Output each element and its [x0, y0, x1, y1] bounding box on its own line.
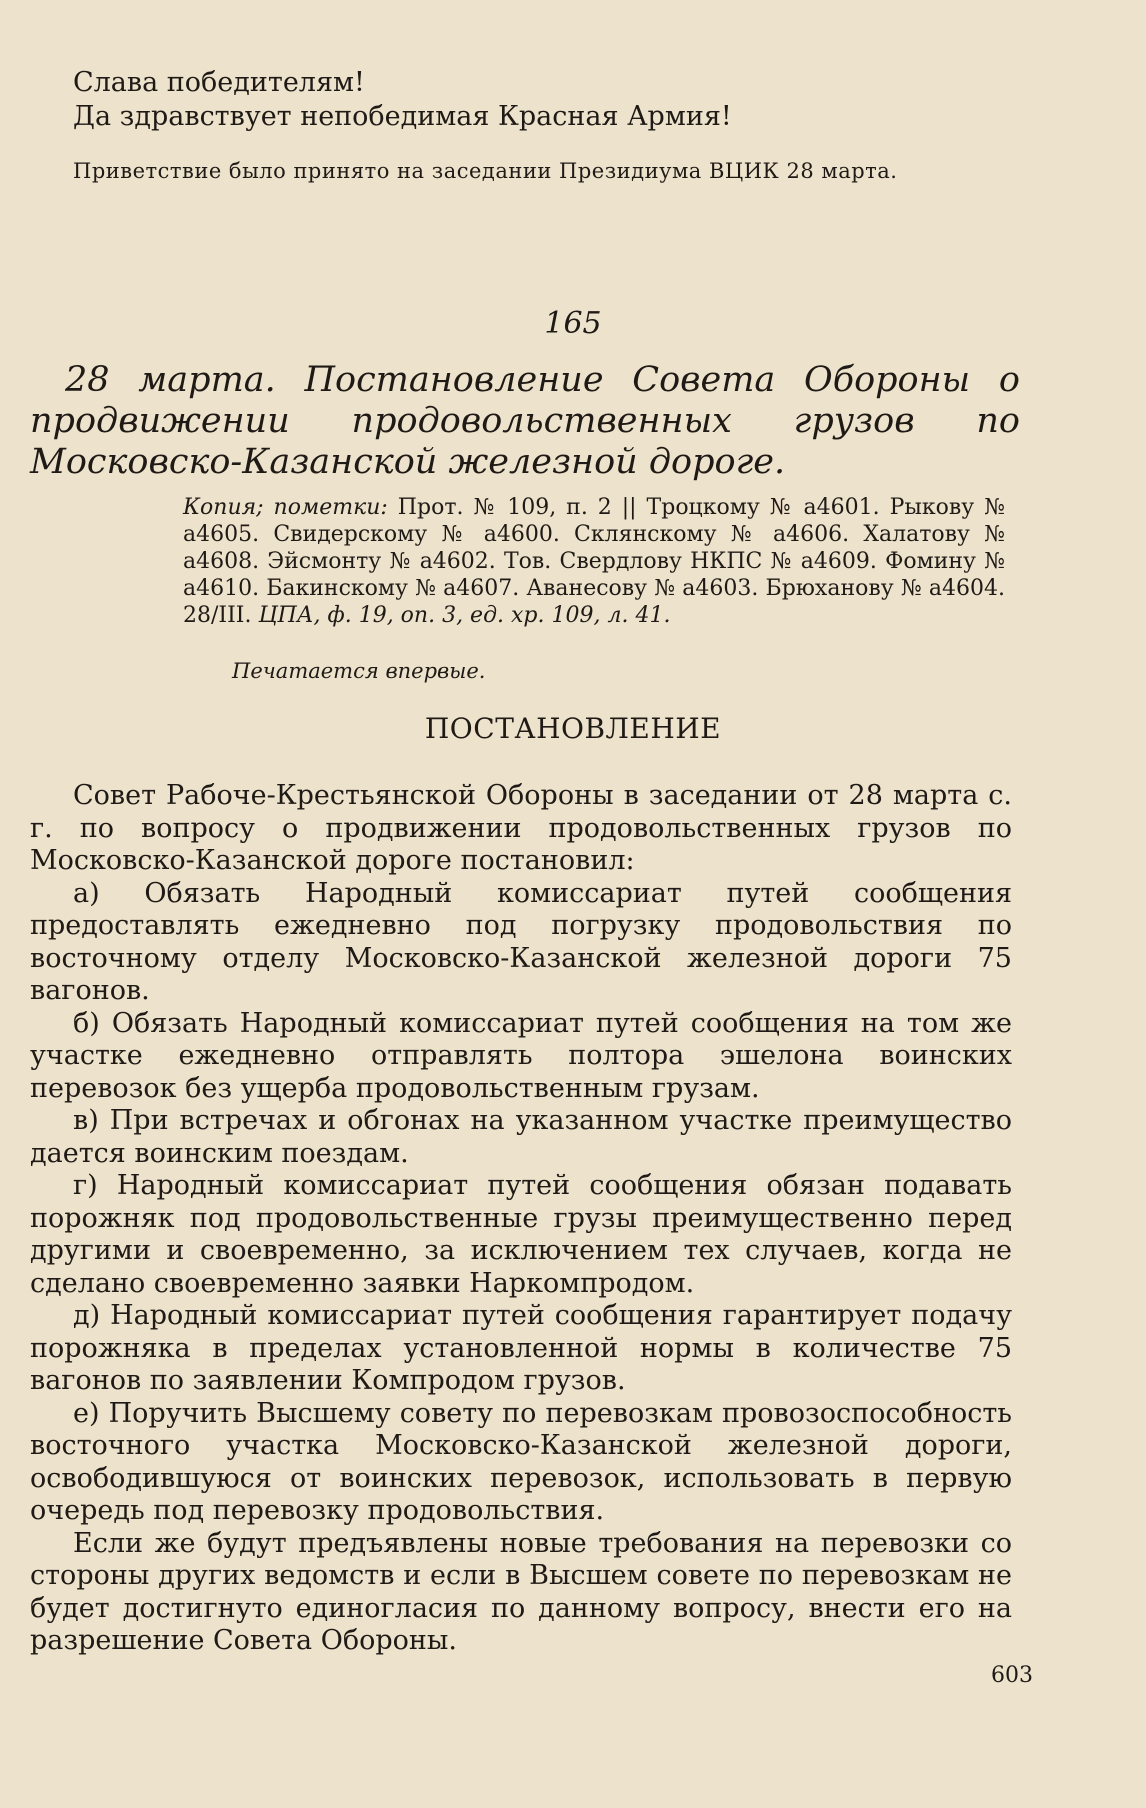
paragraph-final: Если же будут предъявлены новые требования на перевозки со стороны других ведомств и если в Высшем совете по перевозкам не будет достигнуто единогласия по данному вопросу, внести его на разрешение Совета Обороны.: [30, 1527, 1012, 1656]
archive-citation: ЦПА, ф. 19, оп. 3, ед. хр. 109, л. 41.: [258, 603, 671, 628]
decree-body: [30, 780, 1012, 1658]
paragraph-intro: Совет Рабоче-Крестьянской Обороны в заседании от 28 марта с. г. по вопросу о продвижении продовольственных грузов по Московско-Казанской дороге постановил:: [30, 780, 1012, 876]
decree-heading: ПОСТАНОВЛЕНИЕ: [424, 712, 722, 745]
greeting-note: Приветствие было принято на заседании Президиума ВЦИК 28 марта.: [73, 159, 898, 183]
page-number: 603: [991, 1663, 1033, 1688]
paragraph-g: г) Народный комиссариат путей сообщения обязан подавать порожняк под продовольственные грузы преимущественно перед другими и своевременно, за исключением тех случаев, когда не сделано своевременно заявки Наркомпродом.: [30, 1170, 1012, 1299]
first-publication-note: Печатается впервые.: [232, 659, 486, 683]
paragraph-v: в) При встречах и обгонах на указанном участке преимущество дается воинским поездам.: [30, 1105, 1012, 1169]
document-number: 165: [544, 306, 602, 341]
paragraph-a: а) Обязать Народный комиссариат путей сообщения предоставлять ежедневно под погрузку продовольствия по восточному отделу Московско-Казанской железной дороги 75 вагонов.: [30, 877, 1012, 1006]
paragraph-d: д) Народный комиссариат путей сообщения гарантирует подачу порожняка в пределах установленной нормы в количестве 75 вагонов по заявлении Компродом грузов.: [30, 1300, 1012, 1396]
archival-metadata: [183, 494, 1005, 629]
slogan-line-2: Да здравствует непобедимая Красная Армия!: [73, 101, 732, 132]
closing-slogans: [73, 66, 1033, 134]
document-title: 28 марта. Постановление Совета Обороны о продвижении продовольственных грузов по Московско-Казанской железной дороге.: [30, 360, 1020, 482]
slogan-line-1: Слава победителям!: [73, 67, 365, 98]
paragraph-e: е) Поручить Высшему совету по перевозкам провозоспособность восточного участка Московско-Казанской железной дороги, освободившуюся от воинских перевозок, использовать в первую очередь под перевозку продовольствия.: [30, 1397, 1012, 1526]
metadata-label: Копия; пометки:: [183, 495, 388, 520]
metadata-text: Прот. № 109, п. 2 || Троцкому № а4601. Рыкову № а4605. Свидерскому № а4600. Склянскому № а4606. Халатову № а4608. Эйсмонту № а4602. Тов. Свердлову НКПС № а4609. Фомину № а4610. Бакинскому № а4607. Аванесову № а4603. Брюханову № а4604. 28/III.: [183, 495, 1005, 628]
paragraph-b: б) Обязать Народный комиссариат путей сообщения на том же участке ежедневно отправлять полтора эшелона воинских перевозок без ущерба продовольственным грузам.: [30, 1007, 1012, 1104]
